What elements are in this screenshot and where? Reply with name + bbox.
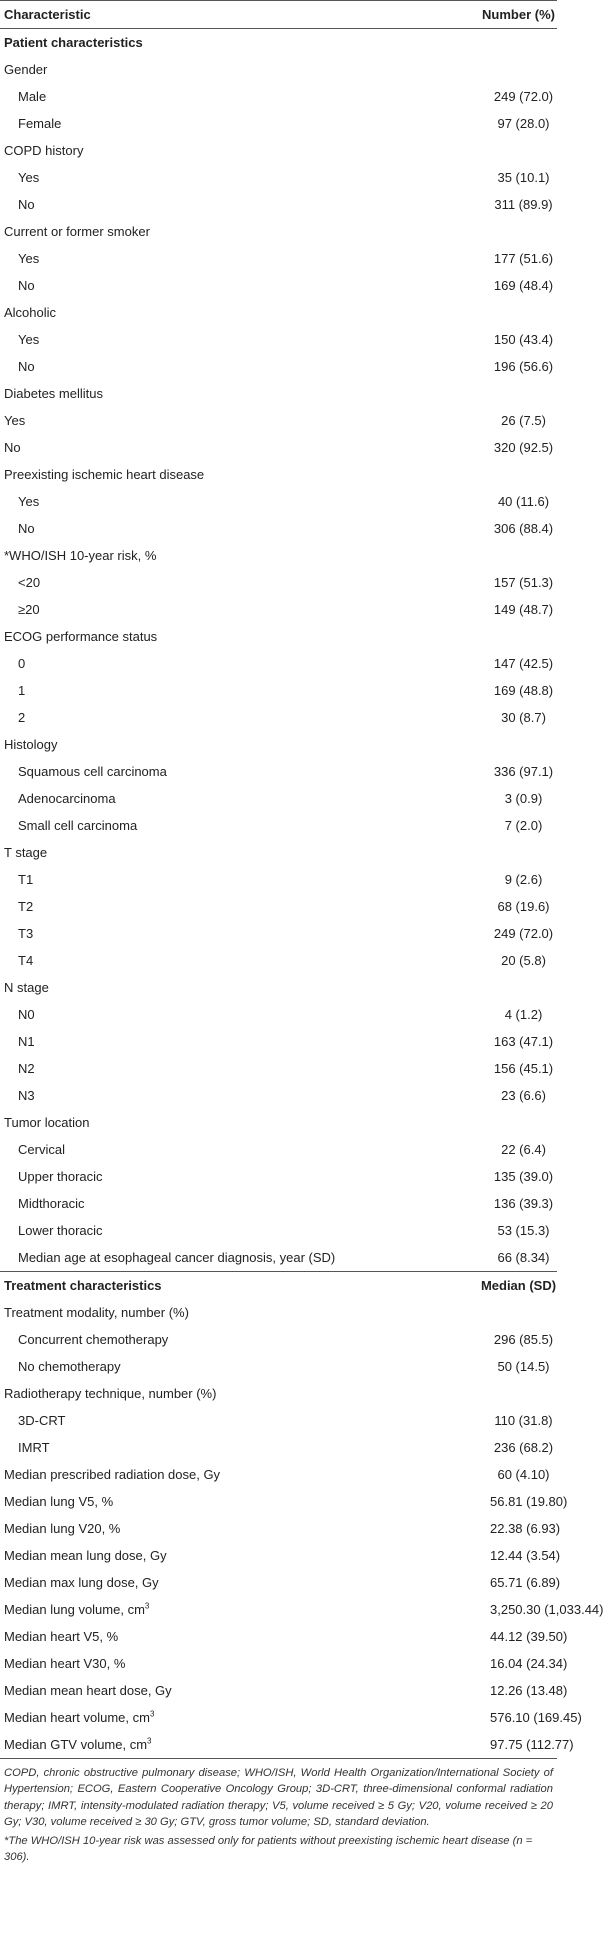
- row-label-text: No: [18, 278, 35, 293]
- footnote-abbreviations: COPD, chronic obstructive pulmonary disease; WHO/ISH, World Health Organization/International Society of Hypertension; ECOG, Eastern Cooperative Oncology Group; 3D-CRT, three-dimensional conformal radiation therapy; IMRT, intensity-modulated radiation therapy; V5, volume received ≥ 5 Gy; V20, volume received ≥ 20 Gy; V30, volume received ≥ 30 Gy; GTV, gross tumor volume; SD, standard deviation.: [4, 1767, 553, 1829]
- row-label: [0, 1596, 370, 1623]
- row-value: 169 (48.4): [493, 278, 554, 293]
- table-row: [0, 1704, 557, 1731]
- table-row: [0, 1488, 557, 1515]
- row-value: 50 (14.5): [497, 1359, 550, 1374]
- table-row: [0, 1731, 557, 1759]
- row-label: [0, 83, 370, 110]
- table-row: [0, 1028, 557, 1055]
- row-label-text: T3: [18, 926, 34, 941]
- row-label: [0, 1109, 370, 1136]
- row-label-text: Yes: [18, 494, 40, 509]
- row-label-text: Median lung V5, %: [4, 1494, 114, 1509]
- row-label-text: Yes: [4, 413, 26, 428]
- row-label-text: <20: [18, 575, 41, 590]
- row-label: [0, 839, 370, 866]
- row-label: [0, 1163, 370, 1190]
- row-value: 177 (51.6): [493, 251, 554, 266]
- table-row: [0, 299, 557, 326]
- row-label: [0, 29, 370, 57]
- row-label: [0, 1434, 370, 1461]
- row-label: [0, 974, 370, 1001]
- table-row: [0, 731, 557, 758]
- table-row: [0, 1190, 557, 1217]
- row-label: [0, 1136, 370, 1163]
- row-value: [370, 461, 557, 488]
- table-row: [0, 1272, 557, 1300]
- row-label: [0, 1190, 370, 1217]
- row-label: [0, 893, 370, 920]
- row-label: [0, 866, 370, 893]
- row-label: [0, 218, 370, 245]
- row-label: [0, 299, 370, 326]
- row-value: 44.12 (39.50): [490, 1629, 568, 1644]
- table-row: [0, 83, 557, 110]
- row-label-text: Median heart V5, %: [4, 1629, 119, 1644]
- row-value: 169 (48.8): [493, 683, 554, 698]
- row-label: [0, 677, 370, 704]
- table-row: [0, 515, 557, 542]
- table-row: [0, 812, 557, 839]
- row-value: 4 (1.2): [504, 1007, 543, 1022]
- row-value: 30 (8.7): [501, 710, 546, 725]
- table-row: [0, 272, 557, 299]
- row-label: [0, 407, 370, 434]
- row-label-text: Adenocarcinoma: [18, 791, 116, 806]
- row-label-text: Median heart V30, %: [4, 1656, 126, 1671]
- table-row: [0, 56, 557, 83]
- row-value: 3 (0.9): [504, 791, 543, 806]
- row-label-text: Squamous cell carcinoma: [18, 764, 167, 779]
- table-row: [0, 380, 557, 407]
- table-row: [0, 1163, 557, 1190]
- row-label-text: T1: [18, 872, 34, 887]
- row-label-text: ECOG performance status: [4, 629, 158, 644]
- table-row: [0, 1001, 557, 1028]
- row-value: 311 (89.9): [494, 197, 553, 212]
- table-row: [0, 866, 557, 893]
- row-label: [0, 137, 370, 164]
- row-value: 68 (19.6): [497, 899, 550, 914]
- row-value: 53 (15.3): [497, 1223, 550, 1238]
- unit-superscript: 3: [147, 1736, 152, 1746]
- row-label: [0, 353, 370, 380]
- row-label: [0, 1380, 370, 1407]
- row-label-text: N2: [18, 1061, 35, 1076]
- row-label: [0, 1407, 370, 1434]
- row-label-text: Patient characteristics: [4, 35, 143, 50]
- table-row: [0, 1542, 557, 1569]
- row-label-text: Small cell carcinoma: [18, 818, 138, 833]
- row-value: 296 (85.5): [493, 1332, 554, 1347]
- row-label-text: Alcoholic: [4, 305, 57, 320]
- row-label-text: T4: [18, 953, 34, 968]
- table-row: [0, 218, 557, 245]
- row-value: [370, 731, 557, 758]
- row-label: [0, 1515, 370, 1542]
- row-value: 60 (4.10): [497, 1467, 550, 1482]
- table-row: [0, 920, 557, 947]
- row-value: 336 (97.1): [493, 764, 554, 779]
- row-label-text: Median age at esophageal cancer diagnosis, year (SD): [18, 1250, 336, 1265]
- row-value: [370, 1299, 557, 1326]
- row-label-text: N0: [18, 1007, 35, 1022]
- table-row: [0, 1623, 557, 1650]
- row-label: [0, 326, 370, 353]
- table-row: [0, 1461, 557, 1488]
- table-row: [0, 1569, 557, 1596]
- table-row: [0, 407, 557, 434]
- table-row: [0, 839, 557, 866]
- table-row: [0, 1596, 557, 1623]
- row-label: [0, 461, 370, 488]
- row-label-text: COPD history: [4, 143, 84, 158]
- row-label: [0, 1326, 370, 1353]
- table-row: [0, 191, 557, 218]
- row-label-text: Lower thoracic: [18, 1223, 103, 1238]
- row-value: 136 (39.3): [493, 1196, 554, 1211]
- row-label: [0, 1677, 370, 1704]
- table-row: [0, 1299, 557, 1326]
- table-row: [0, 974, 557, 1001]
- row-value: [370, 29, 557, 57]
- row-value: [370, 839, 557, 866]
- table-row: [0, 650, 557, 677]
- row-value: 20 (5.8): [501, 953, 546, 968]
- table-row: [0, 596, 557, 623]
- row-value: 196 (56.6): [493, 359, 554, 374]
- row-value: 9 (2.6): [504, 872, 543, 887]
- row-value: 249 (72.0): [493, 926, 554, 941]
- row-label-text: 3D-CRT: [18, 1413, 66, 1428]
- row-label-text: *WHO/ISH 10-year risk, %: [4, 548, 157, 563]
- table-row: [0, 461, 557, 488]
- row-label-text: No: [18, 521, 35, 536]
- table-row: [0, 677, 557, 704]
- row-label: [0, 191, 370, 218]
- row-value: 97.75 (112.77): [370, 1731, 557, 1759]
- row-value: 65.71 (6.89): [490, 1575, 561, 1590]
- row-label: [0, 542, 370, 569]
- row-label: [0, 1650, 370, 1677]
- row-value: [370, 1109, 557, 1136]
- table-row: [0, 1515, 557, 1542]
- table-row: [0, 1380, 557, 1407]
- row-label-text: Median mean heart dose, Gy: [4, 1683, 172, 1698]
- row-value: 156 (45.1): [493, 1061, 554, 1076]
- row-label: [0, 515, 370, 542]
- table-row: [0, 434, 557, 461]
- row-label: [0, 1217, 370, 1244]
- row-label-text: Median prescribed radiation dose, Gy: [4, 1467, 221, 1482]
- table-row: [0, 245, 557, 272]
- row-label-text: Median max lung dose, Gy: [4, 1575, 159, 1590]
- row-label-text: Female: [18, 116, 62, 131]
- row-value: 147 (42.5): [493, 656, 554, 671]
- row-label-text: Yes: [18, 170, 40, 185]
- table-row: [0, 785, 557, 812]
- row-label-text: Concurrent chemotherapy: [18, 1332, 169, 1347]
- row-label-text: Treatment characteristics: [4, 1278, 162, 1293]
- row-label-text: Median heart volume, cm: [4, 1710, 150, 1725]
- row-label-text: Radiotherapy technique, number (%): [4, 1386, 217, 1401]
- row-value: 35 (10.1): [497, 170, 550, 185]
- table-row: [0, 1244, 557, 1272]
- row-value: [370, 542, 557, 569]
- row-label-text: ≥20: [18, 602, 40, 617]
- row-label: [0, 1623, 370, 1650]
- row-value: [370, 974, 557, 1001]
- row-value: [370, 56, 557, 83]
- row-label-text: Preexisting ischemic heart disease: [4, 467, 205, 482]
- table-body: [0, 29, 603, 1759]
- table-row: [0, 1217, 557, 1244]
- row-label: [0, 569, 370, 596]
- row-value: 110 (31.8): [494, 1413, 553, 1428]
- row-label: [0, 1055, 370, 1082]
- row-label-text: 2: [18, 710, 26, 725]
- row-label-text: Diabetes mellitus: [4, 386, 103, 401]
- row-value: 16.04 (24.34): [490, 1656, 568, 1671]
- row-label: [0, 1272, 370, 1300]
- table-row: [0, 623, 557, 650]
- unit-superscript: 3: [149, 1709, 155, 1719]
- row-value: [370, 137, 557, 164]
- row-value: 163 (47.1): [493, 1034, 554, 1049]
- row-label-text: Histology: [4, 737, 58, 752]
- row-label: [0, 947, 370, 974]
- row-value: 320 (92.5): [493, 440, 554, 455]
- row-label-text: N stage: [4, 980, 49, 995]
- header-characteristic: Characteristic: [0, 1, 370, 29]
- table-row: [0, 326, 557, 353]
- row-label: [0, 1488, 370, 1515]
- table-row: [0, 1055, 557, 1082]
- row-label-text: No: [4, 440, 21, 455]
- row-label-text: Current or former smoker: [4, 224, 150, 239]
- row-label-text: No: [18, 197, 35, 212]
- row-label: [0, 650, 370, 677]
- row-label-text: Gender: [4, 62, 48, 77]
- row-label-text: T stage: [4, 845, 48, 860]
- row-value: Median (SD): [370, 1272, 557, 1300]
- row-label: [0, 596, 370, 623]
- table-footnotes: [4, 1765, 553, 1865]
- row-label: [0, 164, 370, 191]
- row-label: [0, 758, 370, 785]
- row-label: [0, 110, 370, 137]
- row-label-text: No chemotherapy: [18, 1359, 121, 1374]
- table-row: [0, 1650, 557, 1677]
- row-label: [0, 785, 370, 812]
- row-value: 97 (28.0): [497, 116, 550, 131]
- table-row: [0, 164, 557, 191]
- row-label: [0, 704, 370, 731]
- row-label: [0, 812, 370, 839]
- row-label: [0, 380, 370, 407]
- row-label: [0, 488, 370, 515]
- row-label-text: 0: [18, 656, 26, 671]
- unit-superscript: 3: [144, 1601, 150, 1611]
- table-row: [0, 758, 557, 785]
- row-label: [0, 1082, 370, 1109]
- row-value: 3,250.30 (1,033.44): [490, 1602, 603, 1617]
- table-row: [0, 704, 557, 731]
- table-row: [0, 542, 557, 569]
- table-row: [0, 137, 557, 164]
- row-label: [0, 1028, 370, 1055]
- row-value: 150 (43.4): [493, 332, 554, 347]
- row-value: 7 (2.0): [504, 818, 543, 833]
- row-value: [370, 299, 557, 326]
- table-row: [0, 1082, 557, 1109]
- row-label-text: Midthoracic: [18, 1196, 85, 1211]
- table-row: [0, 1677, 557, 1704]
- row-label-text: Tumor location: [4, 1115, 90, 1130]
- row-label: [0, 1731, 370, 1759]
- table-row: [0, 893, 557, 920]
- table-row: [0, 488, 557, 515]
- table-row: [0, 569, 557, 596]
- row-label: [0, 920, 370, 947]
- row-value: [370, 380, 557, 407]
- row-value: [370, 1380, 557, 1407]
- row-value: 23 (6.6): [501, 1088, 546, 1103]
- row-value: [370, 218, 557, 245]
- row-label-text: No: [18, 359, 35, 374]
- row-value: 149 (48.7): [493, 602, 554, 617]
- header-value: Number (%): [370, 1, 557, 29]
- table-row: [0, 110, 557, 137]
- row-value: 135 (39.0): [493, 1169, 554, 1184]
- row-value: 26 (7.5): [501, 413, 546, 428]
- row-label: [0, 1704, 370, 1731]
- row-value: 66 (8.34): [497, 1250, 550, 1265]
- row-value: 22.38 (6.93): [490, 1521, 561, 1536]
- row-label-text: Median lung V20, %: [4, 1521, 121, 1536]
- row-label: [0, 1299, 370, 1326]
- row-value: 22 (6.4): [501, 1142, 546, 1157]
- row-value: 306 (88.4): [493, 521, 554, 536]
- row-value: 40 (11.6): [497, 494, 550, 509]
- row-label-text: N3: [18, 1088, 35, 1103]
- row-value: 249 (72.0): [493, 89, 554, 104]
- row-label-text: Median mean lung dose, Gy: [4, 1548, 167, 1563]
- table-row: [0, 1353, 557, 1380]
- table-row: [0, 1109, 557, 1136]
- row-label-text: Yes: [18, 332, 40, 347]
- row-label-text: Upper thoracic: [18, 1169, 103, 1184]
- row-label-text: N1: [18, 1034, 35, 1049]
- row-value: 157 (51.3): [493, 575, 554, 590]
- row-label: [0, 1244, 370, 1272]
- row-label-text: IMRT: [18, 1440, 50, 1455]
- row-value: 236 (68.2): [493, 1440, 554, 1455]
- row-value: 12.44 (3.54): [490, 1548, 561, 1563]
- table-header-row: [0, 1, 557, 29]
- row-label-text: Median GTV volume, cm: [4, 1737, 148, 1752]
- table-row: [0, 353, 557, 380]
- table-row: [0, 1407, 557, 1434]
- row-label: [0, 56, 370, 83]
- row-label-text: T2: [18, 899, 34, 914]
- row-label-text: Yes: [18, 251, 40, 266]
- row-label: [0, 272, 370, 299]
- table-row: [0, 29, 557, 57]
- row-label: [0, 1461, 370, 1488]
- row-label-text: Median lung volume, cm: [4, 1602, 145, 1617]
- row-label-text: Cervical: [18, 1142, 65, 1157]
- table-row: [0, 947, 557, 974]
- row-label-text: Treatment modality, number (%): [4, 1305, 189, 1320]
- row-label: [0, 731, 370, 758]
- row-label: [0, 1542, 370, 1569]
- footnote-who-ish: *The WHO/ISH 10-year risk was assessed only for patients without preexisting ischemic heart disease (n = 306).: [4, 1834, 533, 1864]
- row-label: [0, 1001, 370, 1028]
- row-label: [0, 434, 370, 461]
- row-value: 56.81 (19.80): [490, 1494, 568, 1509]
- row-label-text: 1: [18, 683, 26, 698]
- row-label: [0, 1353, 370, 1380]
- row-label: [0, 245, 370, 272]
- row-label: [0, 1569, 370, 1596]
- table-row: [0, 1136, 557, 1163]
- table-row: [0, 1434, 557, 1461]
- row-value: 576.10 (169.45): [490, 1710, 582, 1725]
- row-label-text: Male: [18, 89, 47, 104]
- row-value: 12.26 (13.48): [490, 1683, 568, 1698]
- row-value: [370, 623, 557, 650]
- table-row: [0, 1326, 557, 1353]
- row-label: [0, 623, 370, 650]
